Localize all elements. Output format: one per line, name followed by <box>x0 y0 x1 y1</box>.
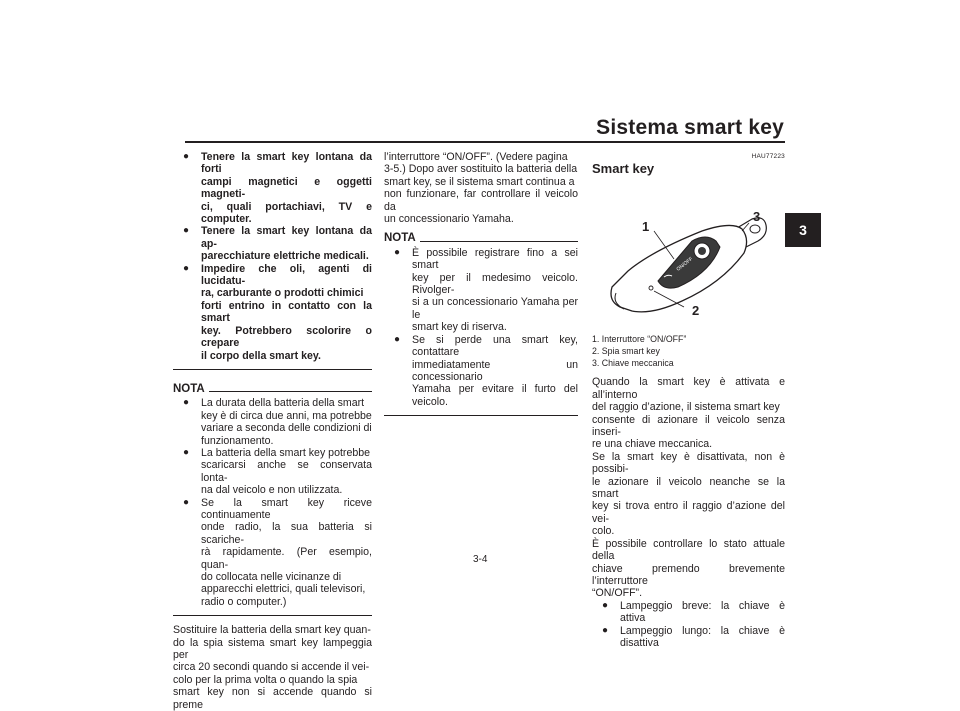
warning-item <box>173 151 372 225</box>
figure-label-1: 1 <box>642 218 650 234</box>
text-line: ra, carburante o prodotti chimici <box>201 287 364 300</box>
smart-key-figure <box>592 179 785 329</box>
figure-label-2: 2 <box>692 302 700 318</box>
warning-list <box>173 151 372 362</box>
text-line: ● Se si perde una smart key, contattare <box>412 333 578 359</box>
page-title: Sistema smart key <box>596 116 784 139</box>
body-paragraph <box>592 376 785 599</box>
nota-item <box>384 247 578 334</box>
text-line: È possibile controllare lo stato attuale della <box>592 537 785 563</box>
title-rule <box>185 141 785 143</box>
text-line: del raggio d’azione, il sistema smart key <box>592 401 780 414</box>
text-line: chiave premendo brevemente l’interruttore <box>592 562 785 587</box>
nota-item <box>173 447 372 497</box>
text-line: ● Tenere la smart key lontana da forti <box>201 151 372 176</box>
nota-label: NOTA <box>173 382 205 395</box>
text-line: ● Se la smart key riceve continuamente <box>201 496 372 521</box>
text-line: ● La durata della batteria della smart <box>201 397 365 410</box>
text-line: radio o computer.) <box>201 595 287 608</box>
text-line: il corpo della smart key. <box>201 349 321 362</box>
text-line: colo per la prima volta o quando la spia <box>173 673 358 686</box>
text-line: smart key, se il sistema smart continua a <box>384 175 575 188</box>
text-line: consente di azionare il veicolo senza inseri- <box>592 413 785 439</box>
warning-end-rule <box>173 369 372 370</box>
column-3 <box>592 151 785 649</box>
text-line: Se la smart key è disattivata, non è possibi- <box>592 450 785 476</box>
nota-end-rule <box>173 615 372 616</box>
text-line: parecchiature elettriche medicali. <box>201 250 369 263</box>
warning-item <box>173 225 372 262</box>
text-line: campi magnetici e oggetti magneti- <box>201 175 372 201</box>
text-line: ● Impedire che oli, agenti di lucidatu- <box>201 262 372 288</box>
text-line: 3-5.) Dopo aver sostituito la batteria della <box>384 163 578 176</box>
status-bullet <box>592 625 785 650</box>
smart-key-illustration <box>592 179 785 329</box>
text-line: smart key di riserva. <box>412 321 507 334</box>
text-line: do collocata nelle vicinanze di <box>201 571 342 583</box>
text-line: Quando la smart key è attivata e all’interno <box>592 376 785 401</box>
nota-end-rule <box>384 415 578 416</box>
section-title: Smart key <box>592 161 655 177</box>
text-line: ● È possibile registrare fino a sei smart <box>412 246 578 272</box>
caption-item: 2. Spia smart key <box>592 346 660 357</box>
brand-logo-inner <box>698 247 706 255</box>
figure-label-3: 3 <box>753 208 761 224</box>
column-2 <box>384 151 578 416</box>
text-line: funzionamento. <box>201 434 274 447</box>
caption-item: 1. Interruttore “ON/OFF” <box>592 333 687 344</box>
nota-heading <box>173 383 372 395</box>
text-line: ci, quali portachiavi, TV e computer. <box>201 200 372 226</box>
text-line: key per il medesimo veicolo. Rivolger- <box>412 271 578 297</box>
text-line: rà rapidamente. (Per esempio, quan- <box>201 546 372 571</box>
column-1 <box>173 151 372 711</box>
text-line: un concessionario Yamaha. <box>384 213 514 226</box>
figure-captions <box>592 333 785 370</box>
key-ring-hole <box>750 225 760 233</box>
nota-item <box>173 497 372 609</box>
text-line: onde radio, la sua batteria si scariche- <box>201 521 372 546</box>
text-line: key è di circa due anni, ma potrebbe <box>201 409 372 422</box>
text-line: na dal veicolo e non utilizzata. <box>201 484 343 497</box>
text-line: key si trova entro il raggio d’azione del vei- <box>592 500 785 525</box>
body-paragraph <box>173 624 372 711</box>
chapter-tab: 3 <box>785 213 821 247</box>
text-line: Yamaha per evitare il furto del veicolo. <box>412 383 578 408</box>
text-line: re una chiave meccanica. <box>592 438 713 451</box>
text-line: do la spia sistema smart key lampeggia per <box>173 636 372 662</box>
text-line: ● La batteria della smart key potrebbe <box>201 446 371 459</box>
text-line: apparecchi elettrici, quali televisori, <box>201 583 366 596</box>
text-line: key. Potrebbero scolorire o crepare <box>201 324 372 350</box>
text-line: ● Tenere la smart key lontana da ap- <box>201 225 372 250</box>
nota-heading <box>384 232 578 244</box>
on-off-text: ON/OFF <box>675 256 695 273</box>
nota-label: NOTA <box>384 232 416 245</box>
text-line: circa 20 secondi quando si accende il vei- <box>173 661 370 674</box>
body-paragraph <box>384 151 578 225</box>
caption-item: 3. Chiave meccanica <box>592 358 674 369</box>
page-number: 3-4 <box>473 554 488 565</box>
text-line: ● Lampeggio breve: la chiave è attiva <box>620 599 785 625</box>
nota-item <box>384 334 578 408</box>
text-line: colo. <box>592 525 615 538</box>
doc-code: HAU77223 <box>751 153 785 160</box>
text-line: le azionare il veicolo neanche se la smart <box>592 475 785 501</box>
text-line: “ON/OFF”. <box>592 587 643 600</box>
indicator-light <box>649 286 653 290</box>
nota-item <box>173 397 372 447</box>
text-line: ● Lampeggio lungo: la chiave è disattiva <box>620 624 785 649</box>
text-line: scaricarsi anche se conservata lonta- <box>201 459 372 484</box>
text-line: smart key non si accende quando si preme <box>173 686 372 711</box>
text-line: Sostituire la batteria della smart key quan- <box>173 624 371 637</box>
text-line: l’interruttore “ON/OFF”. (Vedere pagina <box>384 151 568 163</box>
warning-item <box>173 263 372 362</box>
text-line: forti entrino in contatto con la smart <box>201 299 372 325</box>
status-bullet <box>592 600 785 625</box>
text-line: variare a seconda delle condizioni di <box>201 422 372 435</box>
text-line: immediatamente un concessionario <box>412 358 578 383</box>
text-line: si a un concessionario Yamaha per le <box>412 296 578 321</box>
text-line: non funzionare, far controllare il veicolo da <box>384 188 578 213</box>
